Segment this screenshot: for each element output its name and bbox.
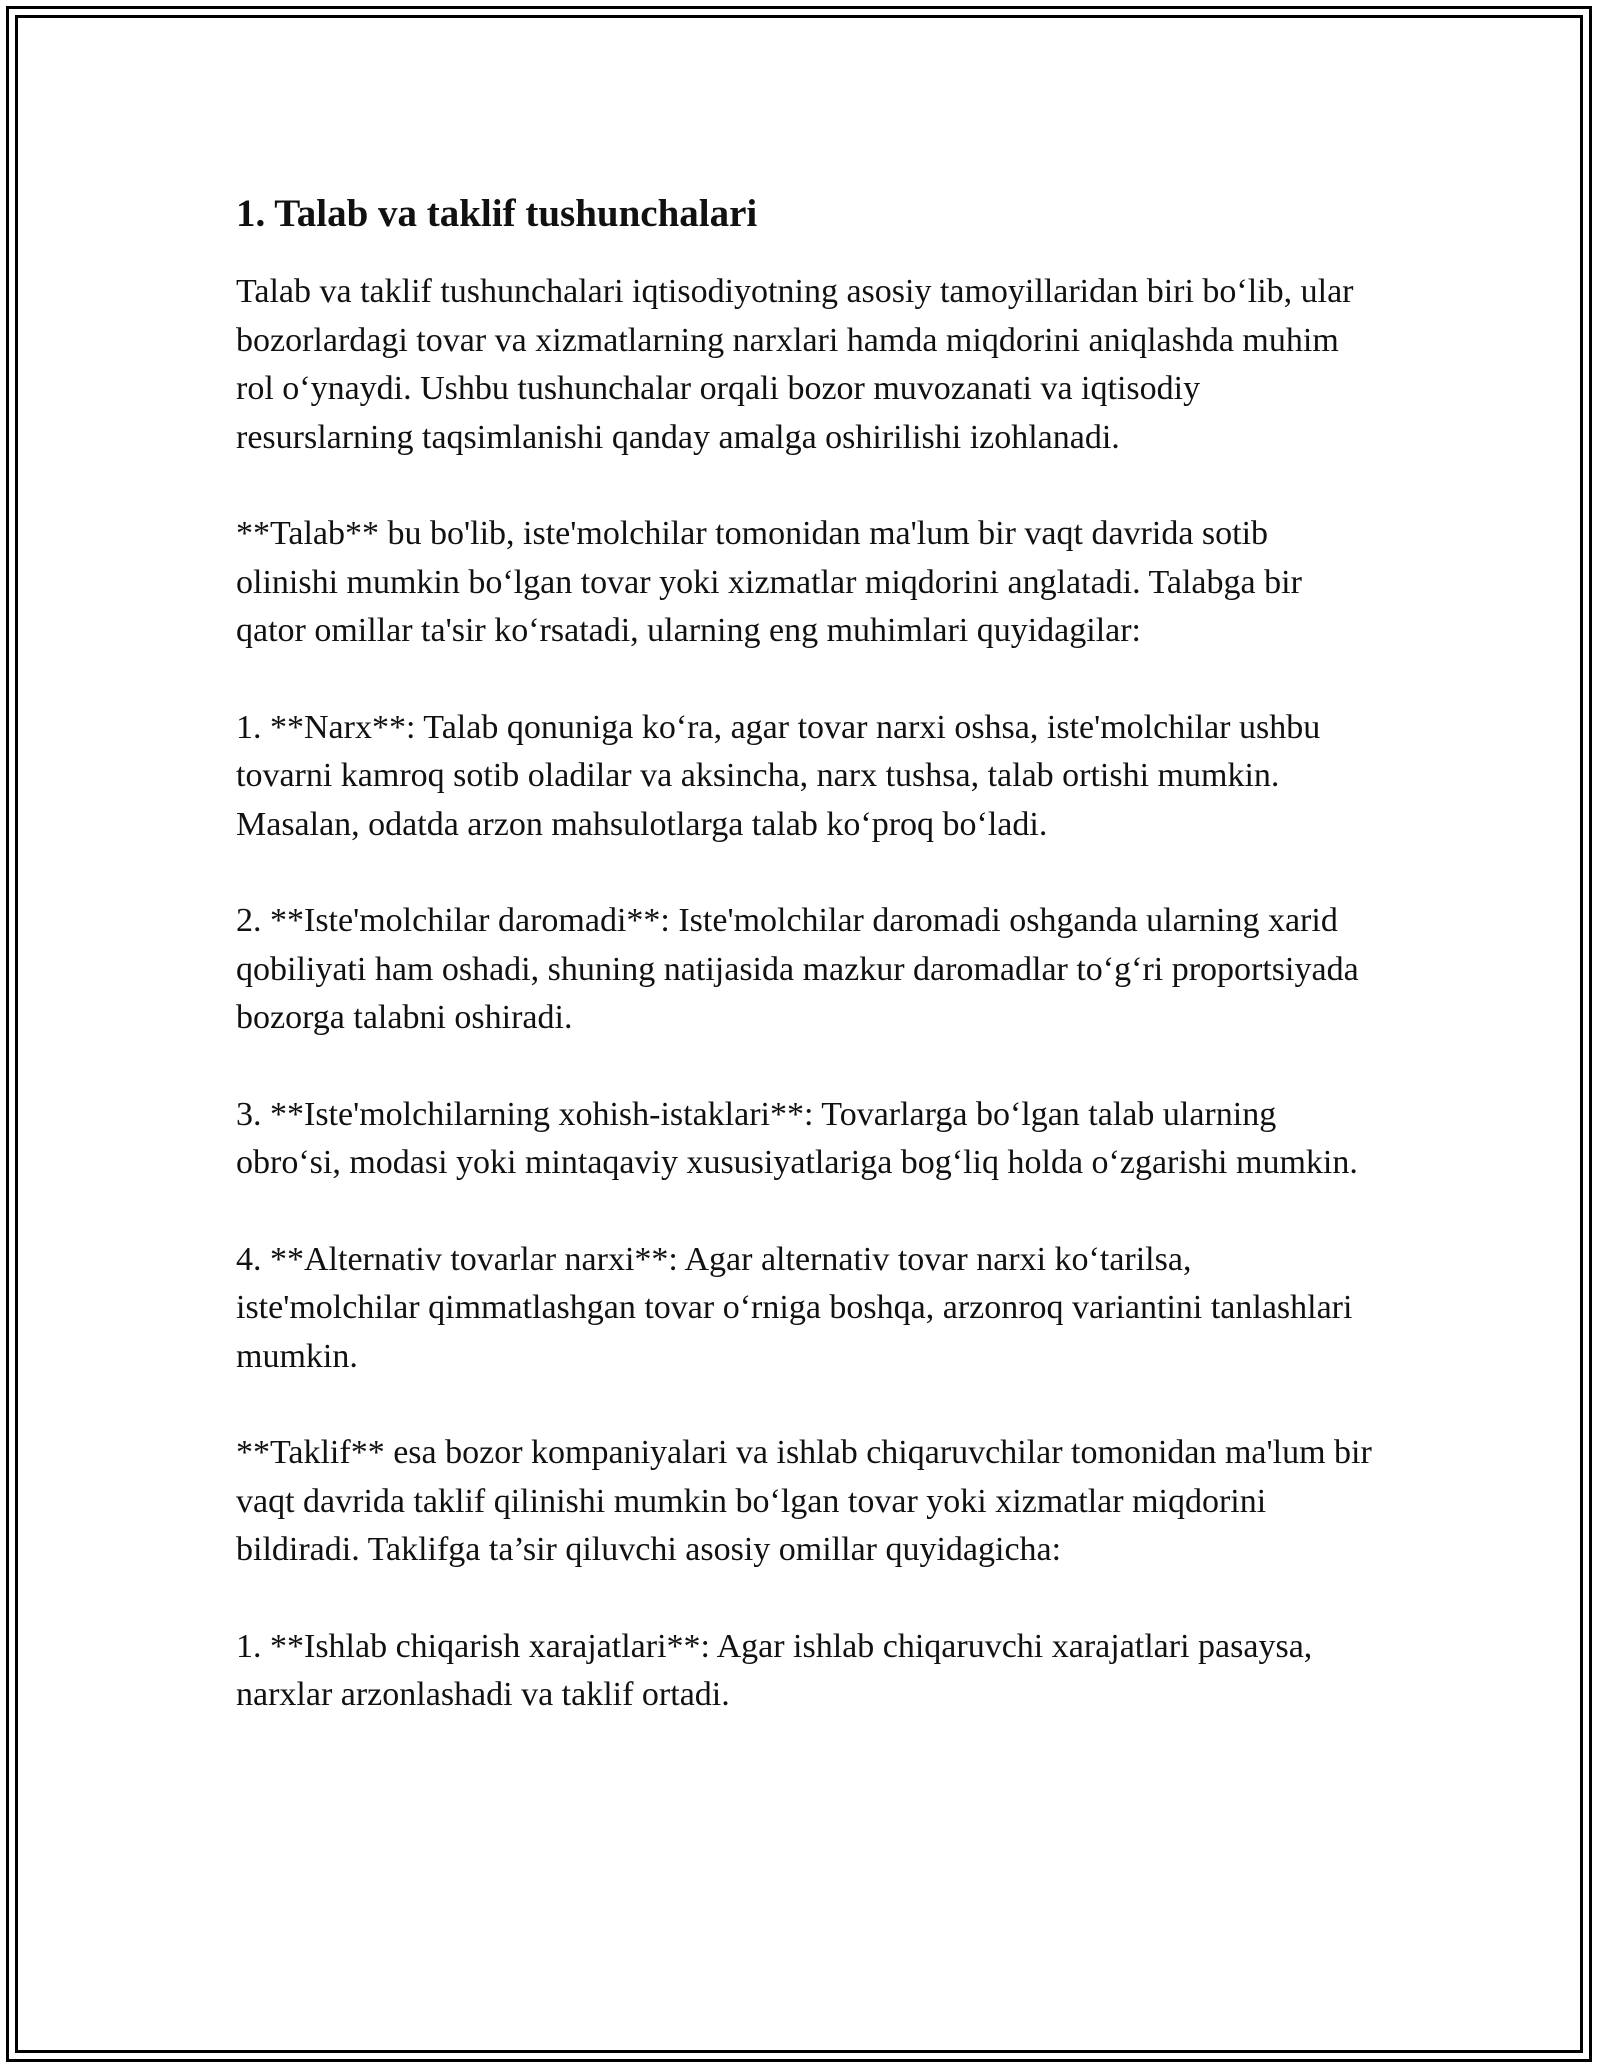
paragraph-supply-factor-costs: 1. **Ishlab chiqarish xarajatlari**: Agar ishlab chiqaruvchi xarajatlari pasaysa, narxlar arzonlashadi va taklif ortadi. xyxy=(236,1627,1313,1713)
document-body xyxy=(236,186,1376,1768)
paragraph-intro: Talab va taklif tushunchalari iqtisodiyotning asosiy tamoyillaridan biri bo‘lib, ular bozorlardagi tovar va xizmatlarning narxlari hamda miqdorini aniqlashda muhim rol o‘ynaydi. Ushbu tushunchalar orqali bozor muvozanati va iqtisodiy resurslarning taqsimlanishi qanday amalga oshirilishi izohlanadi. xyxy=(236,273,1354,456)
paragraph-demand-factor-preferences: 3. **Iste'molchilarning xohish-istaklari**: Tovarlarga bo‘lgan talab ularning obro‘si, modasi yoki mintaqaviy xususiyatlariga bog‘liq holda o‘zgarishi mumkin. xyxy=(236,1095,1358,1181)
section-title: 1. Talab va taklif tushunchalari xyxy=(236,192,758,235)
paragraph-supply-definition: **Taklif** esa bozor kompaniyalari va ishlab chiqaruvchilar tomonidan ma'lum bir vaqt davrida taklif qilinishi mumkin bo‘lgan tovar yoki xizmatlar miqdorini bildiradi. Taklifga ta’sir qiluvchi asosiy omillar quyidagicha: xyxy=(236,1434,1372,1568)
paragraph-demand-factor-income: 2. **Iste'molchilar daromadi**: Iste'molchilar daromadi oshganda ularning xarid qobiliyati ham oshadi, shuning natijasida mazkur daromadlar to‘g‘ri proportsiyada bozorga talabni oshiradi. xyxy=(236,902,1359,1036)
paragraph-demand-factor-price: 1. **Narx**: Talab qonuniga ko‘ra, agar tovar narxi oshsa, iste'molchilar ushbu tovarni kamroq sotib oladilar va aksincha, narx tushsa, talab ortishi mumkin. Masalan, odatda arzon mahsulotlarga talab ko‘proq bo‘ladi. xyxy=(236,708,1321,843)
paragraph-demand-factor-alternatives: 4. **Alternativ tovarlar narxi**: Agar alternativ tovar narxi ko‘tarilsa, iste'molchilar qimmatlashgan tovar o‘rniga boshqa, arzonroq variantini tanlashlari mumkin. xyxy=(236,1240,1353,1375)
paragraph-demand-definition: **Talab** bu bo'lib, iste'molchilar tomonidan ma'lum bir vaqt davrida sotib olinishi mumkin bo‘lgan tovar yoki xizmatlar miqdorini anglatadi. Talabga bir qator omillar ta'sir ko‘rsatadi, ularning eng muhimlari quyidagilar: xyxy=(236,515,1302,649)
